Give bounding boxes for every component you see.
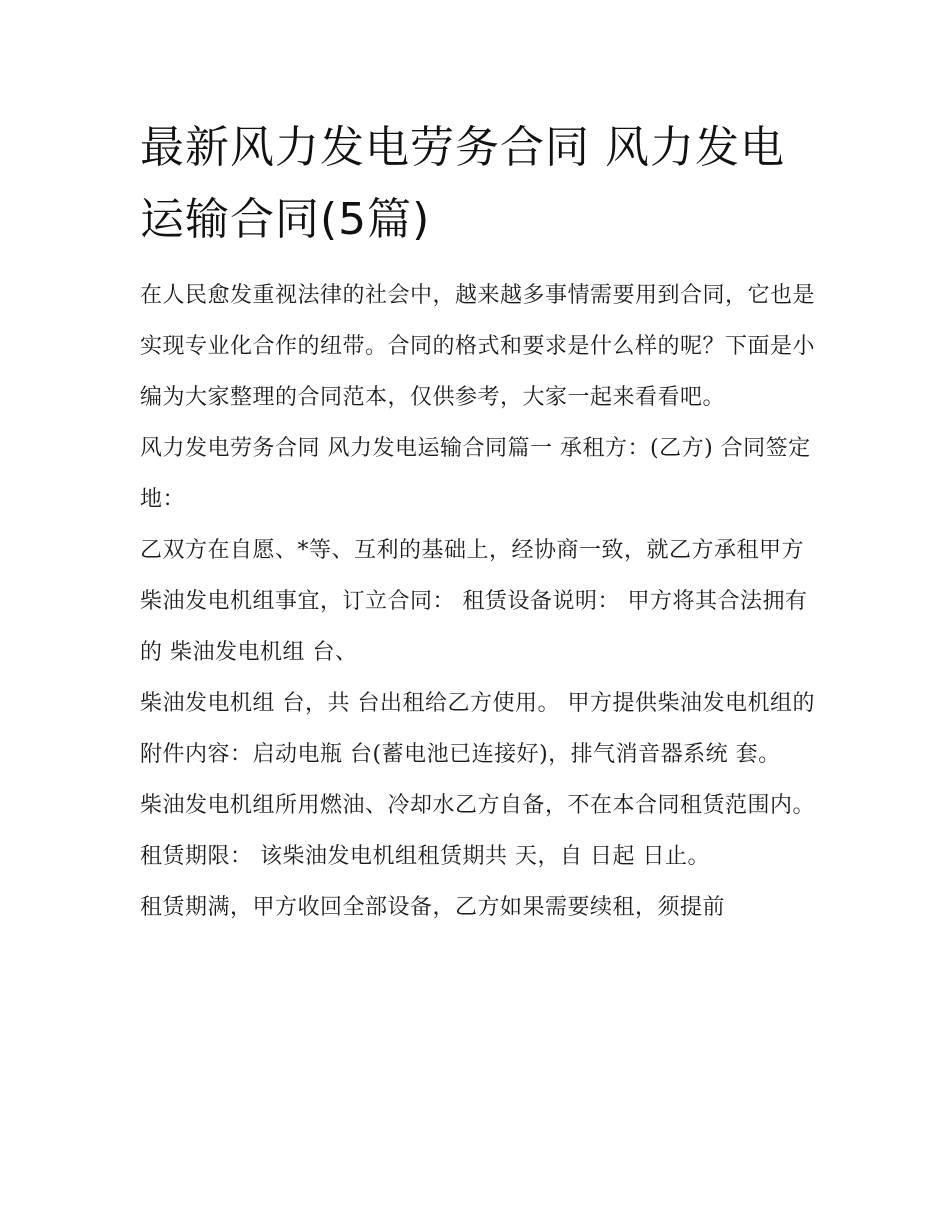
paragraph-equipment: 柴油发电机组 台，共 台出租给乙方使用。 甲方提供柴油发电机组的附件内容：启动电瓶 台(蓄电池已连接好)，排气消音器系统 套。 bbox=[140, 691, 815, 767]
document-body bbox=[140, 112, 816, 933]
paragraph-intro: 在人民愈发重视法律的社会中，越来越多事情需要用到合同，它也是实现专业化合作的纽带。合同的格式和要求是什么样的呢？下面是小编为大家整理的合同范本，仅供参考，大家一起来看看吧。 bbox=[140, 283, 816, 410]
paragraph-expiry: 租赁期满，甲方收回全部设备，乙方如果需要续租，须提前 bbox=[140, 895, 726, 920]
document-title: 最新风力发电劳务合同 风力发电运输合同(5篇) bbox=[140, 122, 785, 245]
paragraph-fuel-and-term: 柴油发电机组所用燃油、冷却水乙方自备，不在本合同租赁范围内。 租赁期限： 该柴油发电机组租赁期共 天，自 日起 日止。 bbox=[140, 793, 816, 869]
paragraph-agreement: 乙双方在自愿、*等、互利的基础上，经协商一致，就乙方承租甲方柴油发电机组事宜，订立合同： 租赁设备说明： 甲方将其合法拥有的 柴油发电机组 台、 bbox=[140, 538, 808, 665]
paragraph-contract-header: 风力发电劳务合同 风力发电运输合同篇一 承租方：(乙方) 合同签定地： bbox=[140, 436, 811, 512]
